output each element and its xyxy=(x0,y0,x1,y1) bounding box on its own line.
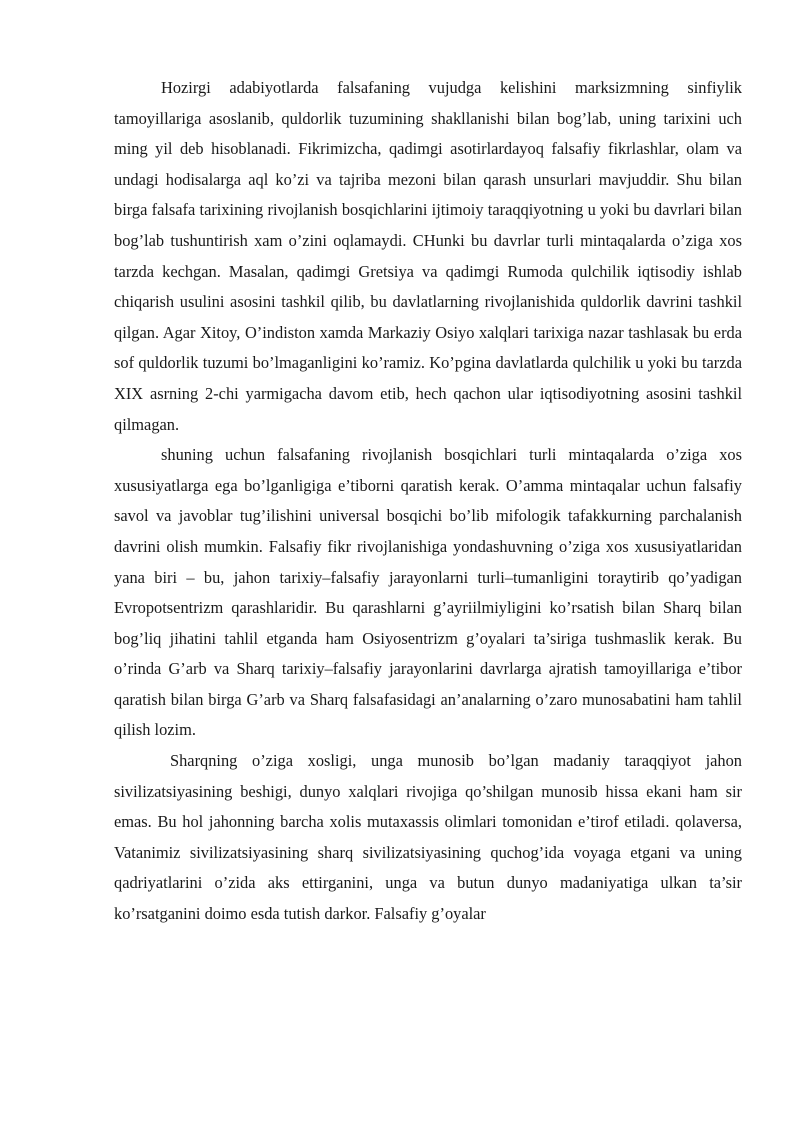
paragraph-1: Hozirgi adabiyotlarda falsafaning vujudga kelishini marksizmning sinfiylik tamoyillariga asoslanib, quldorlik tuzumining shakllanishi bilan bog’lab, uning tarixini uch ming yil deb hisoblanadi. Fikrimizcha, qadimgi asotirlardayoq falsafiy fikrlashlar, olam va undagi hodisalarga aql ko’zi va tajriba mezoni bilan qarash unsurlari mavjuddir. Shu bilan birga falsafa tarixining rivojlanish bosqichlarini ijtimoiy taraqqiyotning u yoki bu davrlari bilan bog’lab tushuntirish xam o’zini oqlamaydi. CHunki bu davrlar turli mintaqalarda o’ziga xos tarzda kechgan. Masalan, qadimgi Gretsiya va qadimgi Rumoda qulchilik iqtisodiy ishlab chiqarish usulini asosini tashkil qilib, bu davlatlarning rivojlanishida quldorlik davrini tashkil qilgan. Agar Xitoy, O’indiston xamda Markaziy Osiyo xalqlari tarixiga nazar tashlasak bu erda sof quldorlik tuzumi bo’lmaganligini ko’ramiz. Ko’pgina davlatlarda qulchilik u yoki bu tarzda XIX asrning 2-chi yarmigacha davom etib, hech qachon ular iqtisodiyotning asosini tashkil qilmagan. xyxy=(114,78,742,434)
paragraph-2: shuning uchun falsafaning rivojlanish bosqichlari turli mintaqalarda o’ziga xos xususiyatlarga ega bo’lganligiga e’tiborni qaratish kerak. O’amma mintaqalar uchun falsafiy savol va javoblar tug’ilishini universal bosqichi bo’lib mifologik tafakkurning parchalanish davrini olish mumkin. Falsafiy fikr rivojlanishiga yondashuvning o’ziga xos xususiyatlaridan yana biri – bu, jahon tarixiy–falsafiy jarayonlarni turli–tumanligini toraytirib qo’yadigan Evropotsentrizm qarashlaridir. Bu qarashlarni g’ayriilmiyligini ko’rsatish bilan Sharq bilan bog’liq jihatini tahlil etganda ham Osiyosentrizm g’oyalari ta’siriga tushmaslik kerak. Bu o’rinda G’arb va Sharq tarixiy–falsafiy jarayonlarini davrlarga ajratish tamoyillariga e’tibor qaratish bilan birga G’arb va Sharq falsafasidagi an’analarning o’zaro munosabatini ham tahlil qilish lozim. xyxy=(114,445,742,740)
paragraph-3: Sharqning o’ziga xosligi, unga munosib bo’lgan madaniy taraqqiyot jahon sivilizatsiyasining beshigi, dunyo xalqlari rivojiga qo’shilgan munosib hissa ekani ham sir emas. Bu hol jahonning barcha xolis mutaxassis olimlari tomonidan e’tirof etiladi. qolaversa, Vatanimiz sivilizatsiyasining sharq sivilizatsiyasining quchog’ida voyaga etgani va uning qadriyatlarini o’zida aks ettirganini, unga va butun dunyo madaniyatiga ulkan ta’sir ko’rsatganini doimo esda tutish darkor. Falsafiy g’oyalar xyxy=(114,751,742,924)
body-text xyxy=(114,73,742,930)
